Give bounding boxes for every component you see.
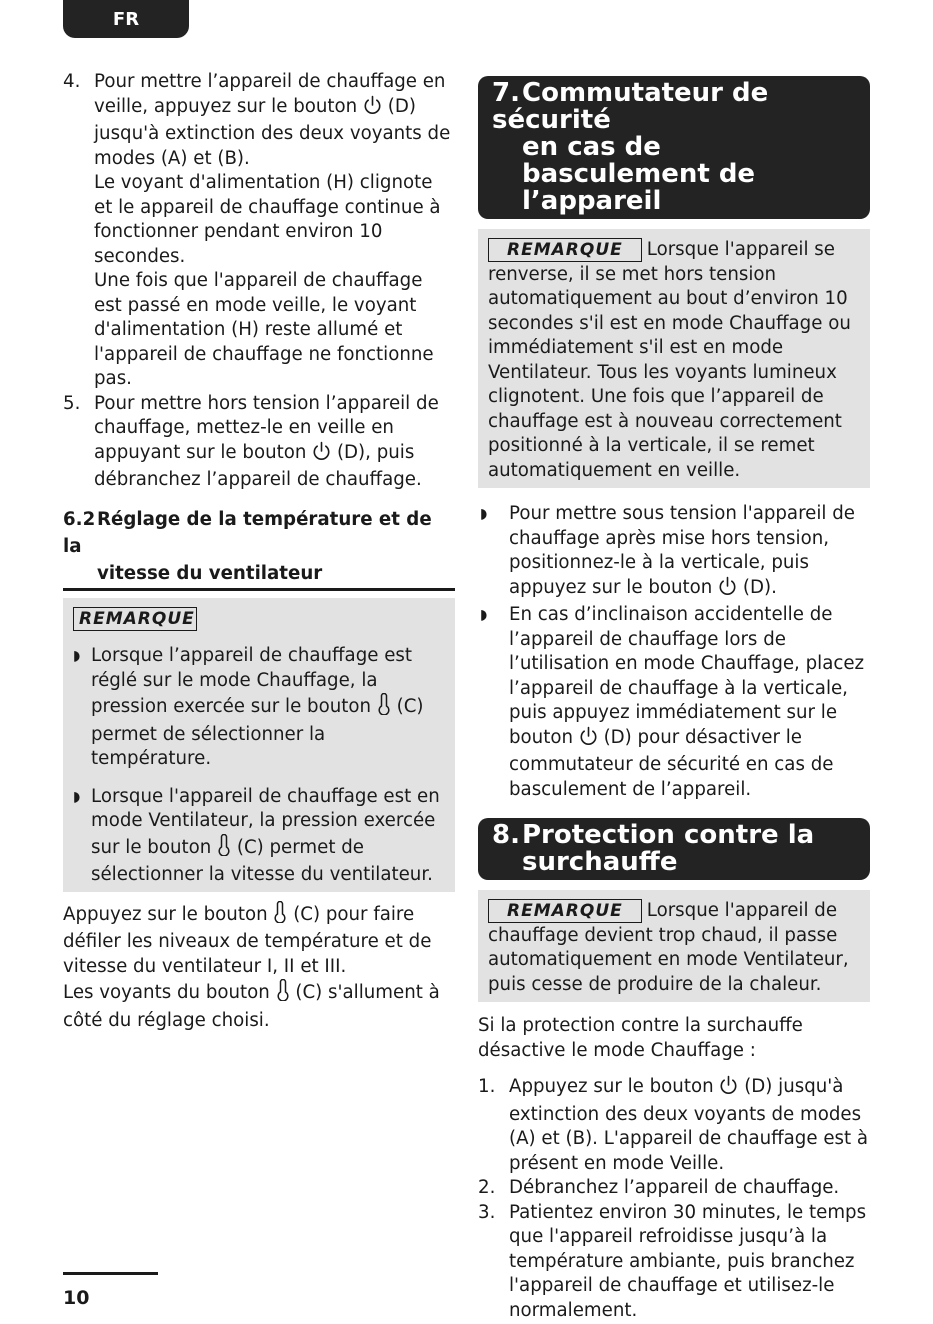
step-text: Le voyant d'alimentation (H) clignote et le appareil de chauffage continue à fonctionner pendant environ 10 secondes.	[94, 172, 441, 267]
note-box-8	[478, 890, 870, 1002]
subsection-title-line2: vitesse du ventilateur	[97, 562, 323, 584]
step-item	[478, 1176, 870, 1201]
section-8-title	[478, 818, 870, 880]
power-icon	[312, 441, 331, 469]
note-text: Lorsque l'appareil se renverse, il se met hors tension automatiquement au bout d’environ 10 secondes s'il est en mode Chauffage ou immédiatement s'il est en mode Ventilateur. Tous les voyants lumineux clignotent. Une fois que l’appareil de chauffage est à nouveau correctement positionné à la verticale, il se remet automatiquement en veille.	[488, 239, 851, 481]
section-7-title	[478, 76, 870, 219]
section-number: 8.	[492, 820, 520, 850]
paragraph-part: (C) s'allument à côté du réglage choisi.	[63, 982, 440, 1031]
thermometer-icon	[377, 693, 391, 723]
paragraph-part: (C) pour faire défiler les niveaux de température et de vitesse du ventilateur I, II et III.	[63, 903, 432, 977]
right-column	[478, 76, 870, 1323]
bullet-text: (C) permet de sélectionner la température.	[91, 696, 424, 769]
bullet-text: Pour mettre sous tension l'appareil de chauffage après mise hors tension, positionnez-le à la verticale, puis appuyez sur le bouton	[509, 503, 855, 598]
step-4	[63, 70, 455, 392]
step-number: 3.	[478, 1201, 496, 1223]
note-label: REMARQUE	[488, 899, 642, 923]
bullet-text: (D) pour désactiver le commutateur de sécurité en cas de basculement de l’appareil.	[509, 726, 834, 800]
step-text: Une fois que l'appareil de chauffage est passé en mode veille, le voyant d'alimentation (H) reste allumé et l'appareil de chauffage ne fonctionne pas.	[94, 270, 434, 389]
triangle-bullet-icon: ◗	[73, 648, 81, 664]
bullet-text: (C) permet de sélectionner la vitesse du ventilateur.	[91, 836, 433, 885]
thermometer-icon	[276, 979, 290, 1009]
subsection-title-line1: Réglage de la température et de la	[63, 508, 432, 557]
step-item	[478, 1075, 870, 1176]
step-text	[94, 392, 455, 493]
step-text-part: Pour mettre hors tension l’appareil de chauffage, mettez-le en veille en appuyant sur le bouton	[94, 392, 439, 463]
step-number: 4.	[63, 71, 81, 92]
bullet-item	[478, 502, 870, 603]
section-number: 7.	[492, 78, 520, 108]
step-number: 1.	[478, 1076, 496, 1097]
page-number: 10	[63, 1287, 90, 1309]
note-text: Lorsque l'appareil de chauffage devient trop chaud, il passe automatiquement en mode Ventilateur, puis cesse de produire de la chaleur.	[488, 900, 849, 995]
step-text: (D) jusqu'à extinction des deux voyants de modes (A) et (B). L'appareil de chauffage est à présent en mode Veille.	[509, 1076, 869, 1174]
step-number: 5.	[63, 392, 81, 414]
paragraph-part: Appuyez sur le bouton	[63, 903, 274, 925]
step-text: Débranchez l’appareil de chauffage.	[509, 1177, 840, 1198]
step-text	[94, 70, 455, 171]
bullet-text: En cas d’inclinaison accidentelle de l’appareil de chauffage lors de l’utilisation en mode Chauffage, placez l’appareil de chauffage à la verticale, puis appuyez immédiatement sur le bouton	[509, 604, 865, 748]
step-item	[478, 1201, 870, 1324]
step-text: Appuyez sur le bouton	[509, 1076, 720, 1097]
note-box	[63, 598, 455, 892]
step-text-part: (D), puis débranchez l’appareil de chauffage.	[94, 441, 422, 490]
paragraph-part: Les voyants du bouton	[63, 982, 276, 1003]
paragraph	[63, 901, 455, 980]
bullet-text: Lorsque l'appareil de chauffage est en mode Ventilateur, la pression exercée sur le bouton	[91, 785, 440, 858]
step-5	[63, 392, 455, 493]
section-title-line: Commutateur de sécurité	[492, 78, 769, 135]
step-text-part: (D) jusqu'à extinction des deux voyants de modes (A) et (B).	[94, 95, 451, 169]
note-bullet	[73, 785, 445, 888]
subsection-number: 6.2	[63, 508, 96, 530]
left-column	[63, 70, 455, 1033]
footer-rule	[63, 1272, 158, 1275]
note-box-7	[478, 229, 870, 488]
subsection-heading	[63, 506, 455, 591]
section-7-bullets	[478, 502, 870, 802]
bullet-text: Lorsque l’appareil de chauffage est réglé sur le mode Chauffage, la pression exercée sur le bouton	[91, 645, 413, 717]
body-paragraphs	[63, 901, 455, 1034]
power-icon	[363, 95, 382, 123]
note-bullets	[73, 644, 445, 888]
step-text: Patientez environ 30 minutes, le temps que l'appareil refroidisse jusqu’à la température ambiante, puis branchez l'appareil de chauffage et utilisez-le normalement.	[509, 1201, 867, 1321]
bullet-item	[478, 603, 870, 802]
triangle-bullet-icon: ◗	[73, 788, 81, 805]
section-8-intro: Si la protection contre la surchauffe désactive le mode Chauffage :	[478, 1015, 803, 1061]
paragraph	[63, 979, 455, 1033]
language-tab	[63, 0, 189, 38]
bullet-text: (D).	[737, 576, 777, 598]
triangle-bullet-icon: ◗	[480, 607, 488, 623]
note-label: REMARQUE	[73, 607, 197, 631]
section-title-line: Protection contre la	[522, 820, 815, 850]
power-icon	[579, 726, 598, 754]
language-label: FR	[112, 8, 140, 30]
note-label: REMARQUE	[488, 238, 642, 262]
step-number: 2.	[478, 1177, 496, 1198]
thermometer-icon	[217, 834, 231, 864]
power-icon	[719, 1075, 738, 1103]
power-icon	[718, 576, 737, 604]
section-title-line: en cas de basculement de	[522, 132, 756, 189]
step-text-part: Pour mettre l’appareil de chauffage en veille, appuyez sur le bouton	[94, 71, 446, 117]
section-title-line: surchauffe	[522, 847, 678, 877]
thermometer-icon	[273, 901, 287, 931]
section-8-steps	[478, 1075, 870, 1323]
note-bullet	[73, 644, 445, 772]
triangle-bullet-icon: ◗	[480, 506, 488, 522]
section-title-line: l’appareil	[522, 186, 662, 216]
steps-list	[63, 70, 455, 493]
